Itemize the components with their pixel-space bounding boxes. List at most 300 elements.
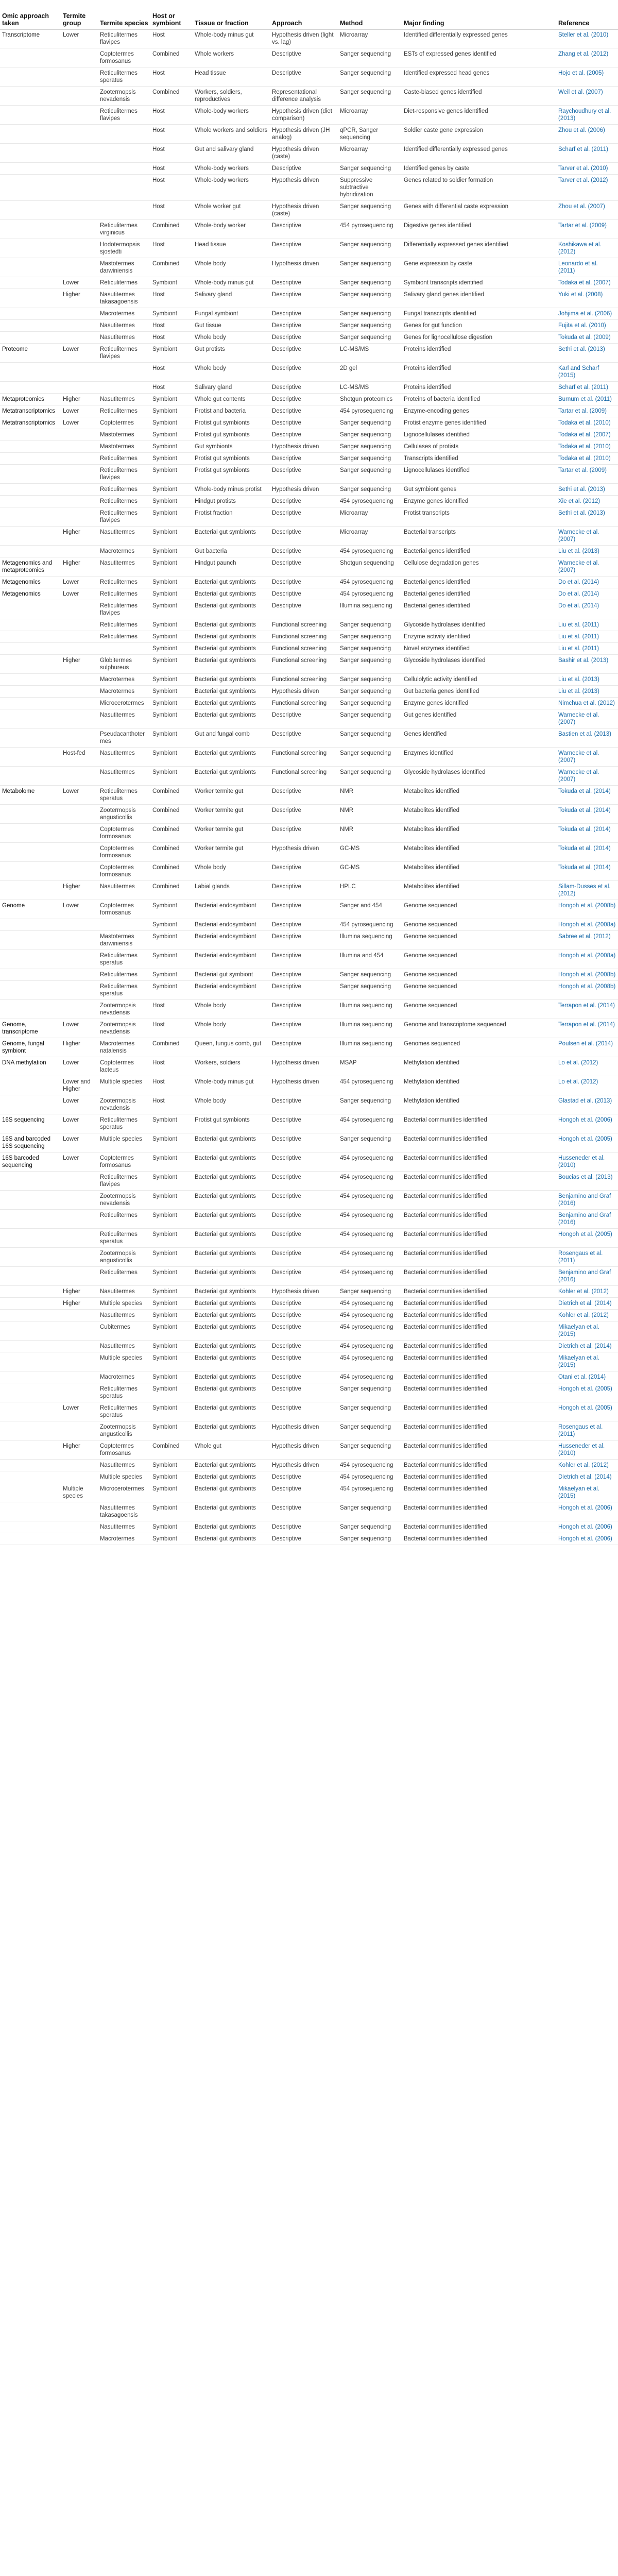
reference-cell[interactable]: Liu et al. (2013)	[556, 674, 618, 686]
reference-cell[interactable]: Warnecke et al. (2007)	[556, 767, 618, 786]
reference-cell[interactable]: Liu et al. (2013)	[556, 686, 618, 698]
method-cell: 454 pyrosequencing	[338, 546, 402, 557]
table-row	[0, 1019, 618, 1038]
tissue-or-fraction-cell: Bacterial gut symbionts	[193, 1321, 270, 1341]
reference-cell[interactable]: Kohler et al. (2012)	[556, 1286, 618, 1298]
termite-species-cell	[98, 643, 150, 655]
table-row	[0, 805, 618, 824]
reference-cell[interactable]: Do et al. (2014)	[556, 600, 618, 619]
reference-cell[interactable]: Hongoh et al. (2006)	[556, 1502, 618, 1521]
reference-cell[interactable]: Steller et al. (2010)	[556, 29, 618, 48]
reference-cell[interactable]: Husseneder et al. (2010)	[556, 1153, 618, 1172]
table-body	[0, 29, 618, 1545]
omic-approach-cell	[0, 125, 61, 144]
host-or-symbiont-cell: Symbiont	[150, 1191, 193, 1210]
method-cell: 454 pyrosequencing	[338, 919, 402, 931]
method-cell: 454 pyrosequencing	[338, 1153, 402, 1172]
table-row	[0, 417, 618, 429]
reference-cell[interactable]: Tarver et al. (2010)	[556, 163, 618, 175]
omic-approach-cell: Metagenomics and metaproteomics	[0, 557, 61, 577]
reference-cell[interactable]: Tokuda et al. (2014)	[556, 843, 618, 862]
reference-cell[interactable]: Hongoh et al. (2005)	[556, 1383, 618, 1402]
major-finding-cell: Bacterial communities identified	[402, 1533, 556, 1545]
major-finding-cell: Identified differentially expressed genes	[402, 144, 556, 163]
termite-group-cell	[61, 686, 98, 698]
omic-approach-cell	[0, 1000, 61, 1019]
major-finding-cell: Genome sequenced	[402, 1000, 556, 1019]
reference-cell[interactable]: Tarver et al. (2012)	[556, 175, 618, 201]
reference-cell[interactable]: Xie et al. (2012)	[556, 496, 618, 507]
termite-species-cell: Nasutitermes	[98, 557, 150, 577]
reference-cell[interactable]: Bastien et al. (2013)	[556, 728, 618, 748]
omic-approach-cell	[0, 1286, 61, 1298]
table-row	[0, 1533, 618, 1545]
table-row	[0, 429, 618, 441]
omic-approach-cell	[0, 1321, 61, 1341]
reference-cell[interactable]: Husseneder et al. (2010)	[556, 1440, 618, 1460]
reference-cell[interactable]: Terrapon et al. (2014)	[556, 1000, 618, 1019]
termite-species-cell: Reticulitermes	[98, 453, 150, 465]
method-cell: 454 pyrosequencing	[338, 1267, 402, 1286]
termite-species-cell: Nasutitermes	[98, 332, 150, 344]
method-cell: Sanger sequencing	[338, 709, 402, 728]
method-cell: 454 pyrosequencing	[338, 588, 402, 600]
method-cell: 454 pyrosequencing	[338, 1310, 402, 1321]
tissue-or-fraction-cell: Gut and salivary gland	[193, 144, 270, 163]
reference-cell[interactable]: Hongoh et al. (2008b)	[556, 981, 618, 1000]
table-row	[0, 1229, 618, 1248]
reference-cell[interactable]: Scharf et al. (2011)	[556, 144, 618, 163]
reference-cell[interactable]: Kohler et al. (2012)	[556, 1460, 618, 1471]
tissue-or-fraction-cell: Whole body	[193, 258, 270, 277]
host-or-symbiont-cell: Combined	[150, 881, 193, 900]
host-or-symbiont-cell: Symbiont	[150, 344, 193, 363]
table-row	[0, 144, 618, 163]
approach-cell: Functional screening	[270, 643, 338, 655]
termite-group-cell: Lower	[61, 900, 98, 919]
reference-cell[interactable]: Sillam-Dusses et al. (2012)	[556, 881, 618, 900]
approach-cell: Hypothesis driven (caste)	[270, 201, 338, 220]
termite-species-cell: Pseudacanthotermes	[98, 728, 150, 748]
method-cell: Sanger sequencing	[338, 748, 402, 767]
termite-species-cell: Coptotermes formosanus	[98, 862, 150, 881]
method-cell: 454 pyrosequencing	[338, 1114, 402, 1133]
reference-cell[interactable]: Glastad et al. (2013)	[556, 1095, 618, 1114]
approach-cell: Descriptive	[270, 527, 338, 546]
reference-cell[interactable]: Benjamino and Graf (2016)	[556, 1210, 618, 1229]
reference-cell[interactable]: Hongoh et al. (2005)	[556, 1133, 618, 1153]
tissue-or-fraction-cell: Worker termite gut	[193, 824, 270, 843]
omic-approach-cell	[0, 363, 61, 382]
method-cell: 454 pyrosequencing	[338, 1210, 402, 1229]
major-finding-cell: Genomes sequenced	[402, 1038, 556, 1057]
approach-cell: Functional screening	[270, 748, 338, 767]
termite-species-cell: Reticulitermes	[98, 1267, 150, 1286]
approach-cell: Descriptive	[270, 1019, 338, 1038]
termite-species-cell: Nasutitermes	[98, 1286, 150, 1298]
host-or-symbiont-cell: Combined	[150, 1440, 193, 1460]
reference-cell[interactable]: Tartar et al. (2009)	[556, 465, 618, 484]
method-cell: Sanger sequencing	[338, 1421, 402, 1440]
termite-species-cell: Macrotermes	[98, 1533, 150, 1545]
table-row	[0, 686, 618, 698]
host-or-symbiont-cell: Symbiont	[150, 1133, 193, 1153]
table-row	[0, 1371, 618, 1383]
table-row	[0, 258, 618, 277]
termite-group-cell: Higher	[61, 527, 98, 546]
reference-cell[interactable]: Todaka et al. (2010)	[556, 417, 618, 429]
method-cell: Sanger sequencing	[338, 1502, 402, 1521]
major-finding-cell: Transcripts identified	[402, 453, 556, 465]
tissue-or-fraction-header: Tissue or fraction	[193, 10, 270, 29]
reference-cell[interactable]: Todaka et al. (2010)	[556, 441, 618, 453]
termite-group-cell	[61, 453, 98, 465]
reference-cell[interactable]: Boucias et al. (2013)	[556, 1172, 618, 1191]
approach-cell: Hypothesis driven	[270, 843, 338, 862]
omic-approach-cell	[0, 106, 61, 125]
termite-species-cell: Zootermopsis angusticollis	[98, 1421, 150, 1440]
major-finding-cell: Bacterial communities identified	[402, 1248, 556, 1267]
approach-cell: Descriptive	[270, 308, 338, 320]
termite-group-cell	[61, 1210, 98, 1229]
tissue-or-fraction-cell: Bacterial gut symbionts	[193, 1298, 270, 1310]
reference-cell[interactable]: Raychoudhury et al. (2013)	[556, 106, 618, 125]
approach-cell: Descriptive	[270, 405, 338, 417]
host-or-symbiont-cell: Symbiont	[150, 698, 193, 709]
host-or-symbiont-cell: Combined	[150, 805, 193, 824]
method-cell: Sanger sequencing	[338, 1402, 402, 1421]
reference-cell[interactable]: Rosengaus et al. (2011)	[556, 1248, 618, 1267]
reference-cell[interactable]: Weil et al. (2007)	[556, 87, 618, 106]
reference-cell[interactable]: Sethi et al. (2013)	[556, 344, 618, 363]
termite-species-cell: Reticulitermes flavipes	[98, 1172, 150, 1191]
table-row	[0, 48, 618, 67]
method-cell: 2D gel	[338, 363, 402, 382]
omic-approach-cell	[0, 709, 61, 728]
reference-cell[interactable]: Hojo et al. (2005)	[556, 67, 618, 87]
approach-cell: Hypothesis driven	[270, 258, 338, 277]
host-or-symbiont-cell: Symbiont	[150, 1371, 193, 1383]
reference-cell[interactable]: Warnecke et al. (2007)	[556, 748, 618, 767]
tissue-or-fraction-cell: Whole worker gut	[193, 201, 270, 220]
reference-cell[interactable]: Todaka et al. (2010)	[556, 453, 618, 465]
table-row	[0, 1440, 618, 1460]
termite-group-cell	[61, 496, 98, 507]
reference-cell[interactable]: Do et al. (2014)	[556, 577, 618, 588]
reference-cell[interactable]: Hongoh et al. (2008b)	[556, 969, 618, 981]
reference-cell[interactable]: Sethi et al. (2013)	[556, 484, 618, 496]
termite-species-cell: Reticulitermes speratus	[98, 1402, 150, 1421]
table-row	[0, 1298, 618, 1310]
omic-approach-cell: Metagenomics	[0, 577, 61, 588]
method-cell: 454 pyrosequencing	[338, 1321, 402, 1341]
reference-cell[interactable]: Zhou et al. (2006)	[556, 125, 618, 144]
approach-cell: Descriptive	[270, 931, 338, 950]
omic-approach-cell	[0, 1076, 61, 1095]
termite-group-cell	[61, 1267, 98, 1286]
omic-approach-cell	[0, 87, 61, 106]
reference-cell[interactable]: Scharf et al. (2011)	[556, 382, 618, 394]
termite-group-cell: Higher	[61, 1440, 98, 1460]
major-finding-cell: Diet-responsive genes identified	[402, 106, 556, 125]
omic-approach-cell	[0, 686, 61, 698]
approach-cell: Descriptive	[270, 382, 338, 394]
reference-cell[interactable]: Tokuda et al. (2014)	[556, 824, 618, 843]
reference-cell[interactable]: Lo et al. (2012)	[556, 1057, 618, 1076]
host-or-symbiont-cell: Symbiont	[150, 1114, 193, 1133]
major-finding-cell: Salivary gland genes identified	[402, 289, 556, 308]
termite-species-cell: Reticulitermes	[98, 619, 150, 631]
reference-cell[interactable]: Hongoh et al. (2005)	[556, 1402, 618, 1421]
table-row	[0, 577, 618, 588]
approach-cell: Descriptive	[270, 1210, 338, 1229]
reference-cell[interactable]: Leonardo et al. (2011)	[556, 258, 618, 277]
tissue-or-fraction-cell: Whole gut contents	[193, 394, 270, 405]
method-cell: LC-MS/MS	[338, 344, 402, 363]
method-cell: Illumina sequencing	[338, 931, 402, 950]
method-cell: Sanger sequencing	[338, 258, 402, 277]
table-row	[0, 363, 618, 382]
reference-cell[interactable]: Zhou et al. (2007)	[556, 201, 618, 220]
host-or-symbiont-cell: Symbiont	[150, 767, 193, 786]
reference-cell[interactable]: Lo et al. (2012)	[556, 1076, 618, 1095]
omic-approach-cell	[0, 1483, 61, 1502]
host-or-symbiont-cell: Symbiont	[150, 1402, 193, 1421]
major-finding-cell: Differentially expressed genes identified	[402, 239, 556, 258]
termite-group-cell	[61, 308, 98, 320]
host-or-symbiont-cell: Symbiont	[150, 674, 193, 686]
reference-cell[interactable]: Liu et al. (2013)	[556, 546, 618, 557]
omic-approach-cell	[0, 1298, 61, 1310]
reference-cell[interactable]: Fujita et al. (2010)	[556, 320, 618, 332]
approach-cell: Descriptive	[270, 969, 338, 981]
approach-cell: Descriptive	[270, 1352, 338, 1371]
approach-cell: Hypothesis driven (diet comparison)	[270, 106, 338, 125]
reference-cell[interactable]: Liu et al. (2011)	[556, 643, 618, 655]
approach-cell: Descriptive	[270, 1471, 338, 1483]
reference-cell[interactable]: Sabree et al. (2012)	[556, 931, 618, 950]
major-finding-cell: Protist enzyme genes identified	[402, 417, 556, 429]
reference-cell[interactable]: Burnum et al. (2011)	[556, 394, 618, 405]
approach-cell: Descriptive	[270, 453, 338, 465]
tissue-or-fraction-cell: Bacterial gut symbionts	[193, 631, 270, 643]
reference-cell[interactable]: Mikaelyan et al. (2015)	[556, 1352, 618, 1371]
tissue-or-fraction-cell: Workers, soldiers	[193, 1057, 270, 1076]
reference-cell[interactable]: Benjamino and Graf (2016)	[556, 1191, 618, 1210]
termite-group-cell: Lower	[61, 29, 98, 48]
major-finding-cell: Lignocellulases identified	[402, 429, 556, 441]
approach-cell: Descriptive	[270, 557, 338, 577]
termite-species-cell: Macrotermes natalensis	[98, 1038, 150, 1057]
host-or-symbiont-cell: Symbiont	[150, 969, 193, 981]
omic-approach-cell	[0, 496, 61, 507]
tissue-or-fraction-cell: Bacterial endosymbiont	[193, 981, 270, 1000]
termite-group-cell: Lower	[61, 1153, 98, 1172]
major-finding-cell: Bacterial communities identified	[402, 1298, 556, 1310]
reference-cell[interactable]: Tartar et al. (2009)	[556, 405, 618, 417]
host-or-symbiont-cell: Symbiont	[150, 709, 193, 728]
termite-species-cell: Mastotermes darwiniensis	[98, 258, 150, 277]
termite-group-cell	[61, 125, 98, 144]
table-row	[0, 1038, 618, 1057]
major-finding-cell: Gut genes identified	[402, 709, 556, 728]
tissue-or-fraction-cell: Bacterial gut symbionts	[193, 1533, 270, 1545]
reference-cell[interactable]: Dietrich et al. (2014)	[556, 1298, 618, 1310]
method-cell: NMR	[338, 805, 402, 824]
omic-approach-cell: DNA methylation	[0, 1057, 61, 1076]
major-finding-cell: Bacterial communities identified	[402, 1286, 556, 1298]
reference-cell[interactable]: Liu et al. (2011)	[556, 631, 618, 643]
reference-cell[interactable]: Poulsen et al. (2014)	[556, 1038, 618, 1057]
reference-cell[interactable]: Bashir et al. (2013)	[556, 655, 618, 674]
host-or-symbiont-cell: Symbiont	[150, 631, 193, 643]
reference-cell[interactable]: Johjima et al. (2006)	[556, 308, 618, 320]
reference-cell[interactable]: Koshikawa et al. (2012)	[556, 239, 618, 258]
approach-cell: Descriptive	[270, 1383, 338, 1402]
termite-group-cell: Higher	[61, 655, 98, 674]
termite-species-cell: Reticulitermes flavipes	[98, 600, 150, 619]
method-cell: MSAP	[338, 1057, 402, 1076]
host-or-symbiont-cell: Symbiont	[150, 1153, 193, 1172]
tissue-or-fraction-cell: Bacterial gut symbionts	[193, 686, 270, 698]
termite-group-cell	[61, 728, 98, 748]
major-finding-cell: Bacterial communities identified	[402, 1521, 556, 1533]
reference-cell[interactable]: Liu et al. (2011)	[556, 619, 618, 631]
reference-cell[interactable]: Hongoh et al. (2006)	[556, 1533, 618, 1545]
reference-cell[interactable]: Tokuda et al. (2014)	[556, 805, 618, 824]
reference-cell[interactable]: Yuki et al. (2008)	[556, 289, 618, 308]
reference-cell[interactable]: Sethi et al. (2013)	[556, 507, 618, 527]
reference-cell[interactable]: Dietrich et al. (2014)	[556, 1341, 618, 1352]
method-cell: GC-MS	[338, 843, 402, 862]
reference-cell[interactable]: Tartar et al. (2009)	[556, 220, 618, 239]
approach-cell: Descriptive	[270, 786, 338, 805]
host-or-symbiont-cell: Symbiont	[150, 405, 193, 417]
omic-approach-cell	[0, 1402, 61, 1421]
omic-approach-cell	[0, 674, 61, 686]
method-cell: Sanger sequencing	[338, 484, 402, 496]
host-or-symbiont-cell: Symbiont	[150, 1248, 193, 1267]
termite-species-cell: Nasutitermes	[98, 1310, 150, 1321]
reference-cell[interactable]: Terrapon et al. (2014)	[556, 1019, 618, 1038]
omic-approach-header: Omic approach taken	[0, 10, 61, 29]
method-cell: 454 pyrosequencing	[338, 1172, 402, 1191]
omic-approach-cell: 16S sequencing	[0, 1114, 61, 1133]
reference-cell[interactable]: Benjamino and Graf (2016)	[556, 1267, 618, 1286]
reference-cell[interactable]: Mikaelyan et al. (2015)	[556, 1483, 618, 1502]
tissue-or-fraction-cell: Worker termite gut	[193, 843, 270, 862]
table-row	[0, 1076, 618, 1095]
reference-cell[interactable]: Kohler et al. (2012)	[556, 1310, 618, 1321]
tissue-or-fraction-cell: Bacterial gut symbionts	[193, 1483, 270, 1502]
termite-group-cell	[61, 919, 98, 931]
major-finding-cell: Gut symbiont genes	[402, 484, 556, 496]
omic-approach-cell	[0, 969, 61, 981]
approach-cell: Descriptive	[270, 344, 338, 363]
termite-species-cell: Coptotermes formosanus	[98, 48, 150, 67]
reference-cell[interactable]: Tokuda et al. (2009)	[556, 332, 618, 344]
reference-cell[interactable]: Todaka et al. (2007)	[556, 277, 618, 289]
tissue-or-fraction-cell: Bacterial gut symbionts	[193, 1133, 270, 1153]
approach-cell: Descriptive	[270, 67, 338, 87]
reference-cell[interactable]: Tokuda et al. (2014)	[556, 862, 618, 881]
termite-species-cell: Microcerotermes	[98, 1483, 150, 1502]
reference-cell[interactable]: Warnecke et al. (2007)	[556, 709, 618, 728]
reference-cell[interactable]: Hongoh et al. (2006)	[556, 1114, 618, 1133]
approach-cell: Hypothesis driven	[270, 441, 338, 453]
host-or-symbiont-cell: Host	[150, 1095, 193, 1114]
reference-cell[interactable]: Hongoh et al. (2006)	[556, 1521, 618, 1533]
reference-cell[interactable]: Hongoh et al. (2008a)	[556, 919, 618, 931]
termite-species-cell: Globitermes sulphureus	[98, 655, 150, 674]
reference-cell[interactable]: Warnecke et al. (2007)	[556, 557, 618, 577]
reference-cell[interactable]: Mikaelyan et al. (2015)	[556, 1321, 618, 1341]
reference-cell[interactable]: Tokuda et al. (2014)	[556, 786, 618, 805]
table-row	[0, 862, 618, 881]
host-or-symbiont-cell: Symbiont	[150, 496, 193, 507]
omic-approach-cell	[0, 163, 61, 175]
reference-cell[interactable]: Karl and Scharf (2015)	[556, 363, 618, 382]
host-or-symbiont-cell: Symbiont	[150, 484, 193, 496]
host-or-symbiont-cell: Combined	[150, 843, 193, 862]
reference-cell[interactable]: Hongoh et al. (2008b)	[556, 900, 618, 919]
table-row	[0, 239, 618, 258]
termite-species-cell: Cubitermes	[98, 1321, 150, 1341]
host-or-symbiont-cell: Host	[150, 239, 193, 258]
tissue-or-fraction-cell: Bacterial gut symbionts	[193, 1460, 270, 1471]
approach-cell: Descriptive	[270, 1371, 338, 1383]
reference-cell[interactable]: Zhang et al. (2012)	[556, 48, 618, 67]
reference-cell[interactable]: Rosengaus et al. (2011)	[556, 1421, 618, 1440]
reference-cell[interactable]: Nimchua et al. (2012)	[556, 698, 618, 709]
omic-approach-cell	[0, 465, 61, 484]
tissue-or-fraction-cell: Gut tissue	[193, 320, 270, 332]
approach-cell: Hypothesis driven	[270, 1421, 338, 1440]
termite-group-cell: Lower	[61, 1019, 98, 1038]
reference-cell[interactable]: Dietrich et al. (2014)	[556, 1471, 618, 1483]
tissue-or-fraction-cell: Labial glands	[193, 881, 270, 900]
table-row	[0, 106, 618, 125]
reference-cell[interactable]: Todaka et al. (2007)	[556, 429, 618, 441]
reference-cell[interactable]: Otani et al. (2014)	[556, 1371, 618, 1383]
tissue-or-fraction-cell: Bacterial gut symbionts	[193, 577, 270, 588]
omic-approach-cell: Genome, transcriptome	[0, 1019, 61, 1038]
termite-group-cell	[61, 1229, 98, 1248]
omic-approach-cell	[0, 619, 61, 631]
table-row	[0, 950, 618, 969]
host-or-symbiont-cell: Symbiont	[150, 441, 193, 453]
host-or-symbiont-cell: Symbiont	[150, 1298, 193, 1310]
approach-cell: Hypothesis driven	[270, 1460, 338, 1471]
omic-approach-cell: Metagenomics	[0, 588, 61, 600]
table-row	[0, 643, 618, 655]
reference-cell[interactable]: Hongoh et al. (2005)	[556, 1229, 618, 1248]
reference-cell[interactable]: Warnecke et al. (2007)	[556, 527, 618, 546]
reference-cell[interactable]: Do et al. (2014)	[556, 588, 618, 600]
termite-group-cell	[61, 106, 98, 125]
approach-cell: Descriptive	[270, 805, 338, 824]
method-cell: 454 pyrosequencing	[338, 1341, 402, 1352]
omic-approach-cell	[0, 728, 61, 748]
omic-approach-cell	[0, 1267, 61, 1286]
termite-species-cell: Reticulitermes	[98, 631, 150, 643]
omic-approach-cell	[0, 239, 61, 258]
major-finding-cell: Bacterial genes identified	[402, 577, 556, 588]
reference-cell[interactable]: Hongoh et al. (2008a)	[556, 950, 618, 969]
major-finding-cell: Symbiont transcripts identified	[402, 277, 556, 289]
approach-cell: Descriptive	[270, 1402, 338, 1421]
tissue-or-fraction-cell: Gut protists	[193, 344, 270, 363]
